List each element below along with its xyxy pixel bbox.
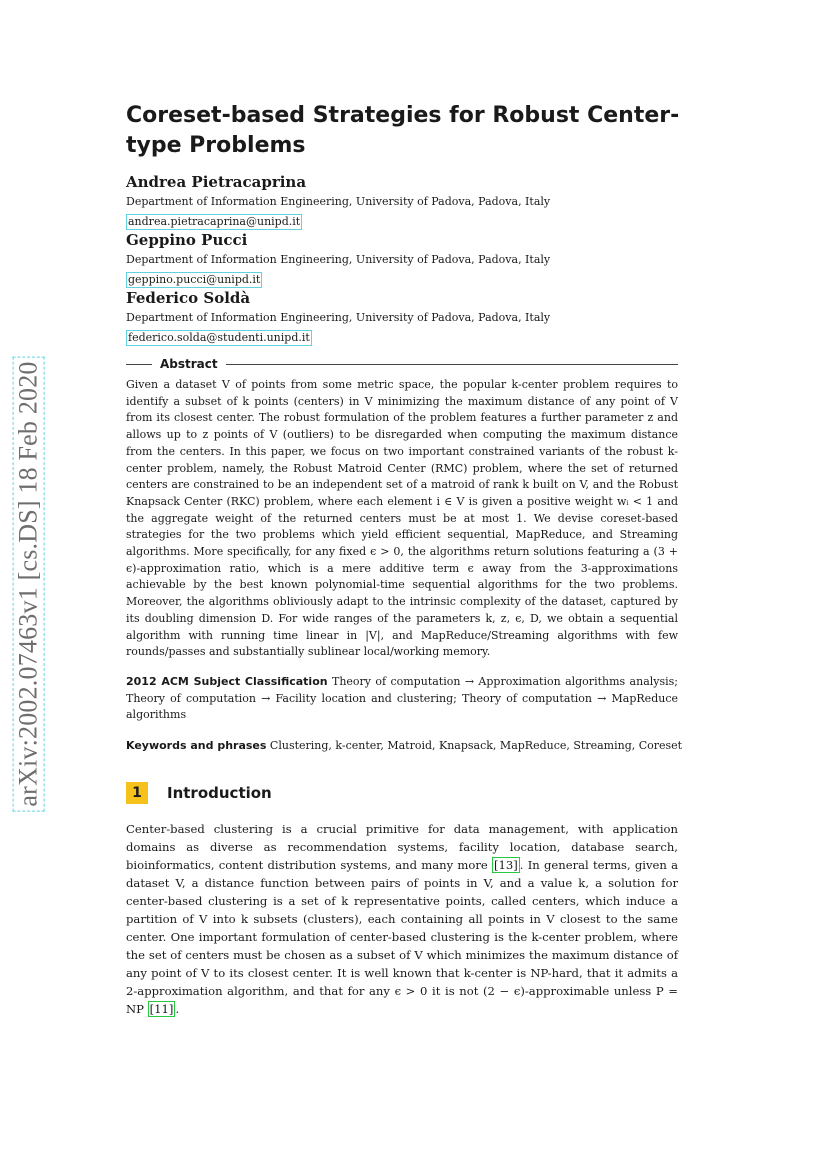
author-affiliation: Department of Information Engineering, University of Padova, Padova, Italy	[126, 195, 551, 208]
intro-text: Center-based clustering is a crucial primitive for data management, with application domains as diverse as recommendation systems, facility location, database search, bioinformatics, content distribution systems, and many more	[126, 822, 678, 872]
introduction-paragraph	[126, 820, 678, 1018]
author-block	[126, 231, 678, 288]
arxiv-identifier-stamp	[6, 336, 52, 832]
arxiv-identifier-text: arXiv:2002.07463v1 [cs.DS] 18 Feb 2020	[13, 356, 45, 811]
citation-link[interactable]: [13]	[493, 858, 518, 872]
author-affiliation: Department of Information Engineering, University of Padova, Padova, Italy	[126, 311, 551, 324]
acm-label: 2012 ACM Subject Classification	[126, 675, 328, 688]
author-email-link[interactable]: federico.solda@studenti.unipd.it	[128, 331, 310, 344]
author-name: Andrea Pietracaprina	[126, 173, 307, 191]
acm-classification	[126, 674, 678, 724]
acm-text: Theory of computation → Approximation algorithms analysis; Theory of computation → Facility location and clustering; Theory of computation → MapReduce algorithms	[126, 675, 678, 722]
heading-rule	[226, 364, 678, 365]
intro-text: . In general terms, given a dataset V, a distance function between pairs of points in V, and a value k, a solution for center-based clustering is a set of k representative points, called centers, which induce a partition of V into k subsets (clusters), each containing all points in V closest to the same center. One important formulation of center-based clustering is the k-center problem, where the set of centers must be chosen as a subset of V which minimizes the maximum distance of any point of V to its closest center. It is well known that k-center is NP-hard, that it admits a 2-approximation algorithm, and that for any ϵ > 0 it is not (2 − ϵ)-approximable unless P = NP	[126, 858, 678, 1016]
keywords-label: Keywords and phrases	[126, 739, 267, 752]
abstract-heading	[126, 357, 678, 371]
section-title: Introduction	[167, 784, 272, 802]
abstract-heading-label: Abstract	[160, 357, 218, 371]
keywords-text: Clustering, k-center, Matroid, Knapsack, MapReduce, Streaming, Coreset	[269, 739, 683, 752]
author-name: Federico Soldà	[126, 289, 251, 307]
author-email-link[interactable]: andrea.pietracaprina@unipd.it	[128, 215, 301, 228]
abstract-text: Given a dataset V of points from some metric space, the popular k-center problem requires to identify a subset of k points (centers) in V minimizing the maximum distance of any point of V from its closest center. The robust formulation of the problem features a further parameter z and allows up to z points of V (outliers) to be disregarded when computing the maximum distance from the centers. In this paper, we focus on two important constrained variants of the robust k-center problem, namely, the Robust Matroid Center (RMC) problem, where the set of returned centers are constrained to be an independent set of a matroid of rank k built on V, and the Robust Knapsack Center (RKC) problem, where each element i ∈ V is given a positive weight wᵢ < 1 and the aggregate weight of the returned centers must be at most 1. We devise coreset-based strategies for the two problems which yield efficient sequential, MapReduce, and Streaming algorithms. More specifically, for any fixed ϵ > 0, the algorithms return solutions featuring a (3 + ϵ)-approximation ratio, which is a mere additive term ϵ away from the 3-approximations achievable by the best known polynomial-time sequential algorithms for the two problems. Moreover, the algorithms obliviously adapt to the intrinsic complexity of the dataset, captured by its doubling dimension D. For wide ranges of the parameters k, z, ϵ, D, we obtain a sequential algorithm with running time linear in |V|, and MapReduce/Streaming algorithms with few rounds/passes and substantially sublinear local/working memory.	[126, 378, 678, 659]
author-block	[126, 173, 678, 230]
author-email-link[interactable]: geppino.pucci@unipd.it	[128, 273, 261, 286]
heading-rule	[126, 364, 152, 365]
author-block	[126, 289, 678, 346]
citation-link[interactable]: [11]	[149, 1002, 174, 1016]
section-number-badge: 1	[126, 782, 148, 804]
paper-title: Coreset-based Strategies for Robust Center-type Problems	[126, 103, 680, 158]
author-affiliation: Department of Information Engineering, University of Padova, Padova, Italy	[126, 253, 551, 266]
section-heading	[126, 782, 272, 804]
intro-text: .	[175, 1002, 180, 1016]
keywords	[126, 738, 686, 755]
author-name: Geppino Pucci	[126, 231, 248, 249]
